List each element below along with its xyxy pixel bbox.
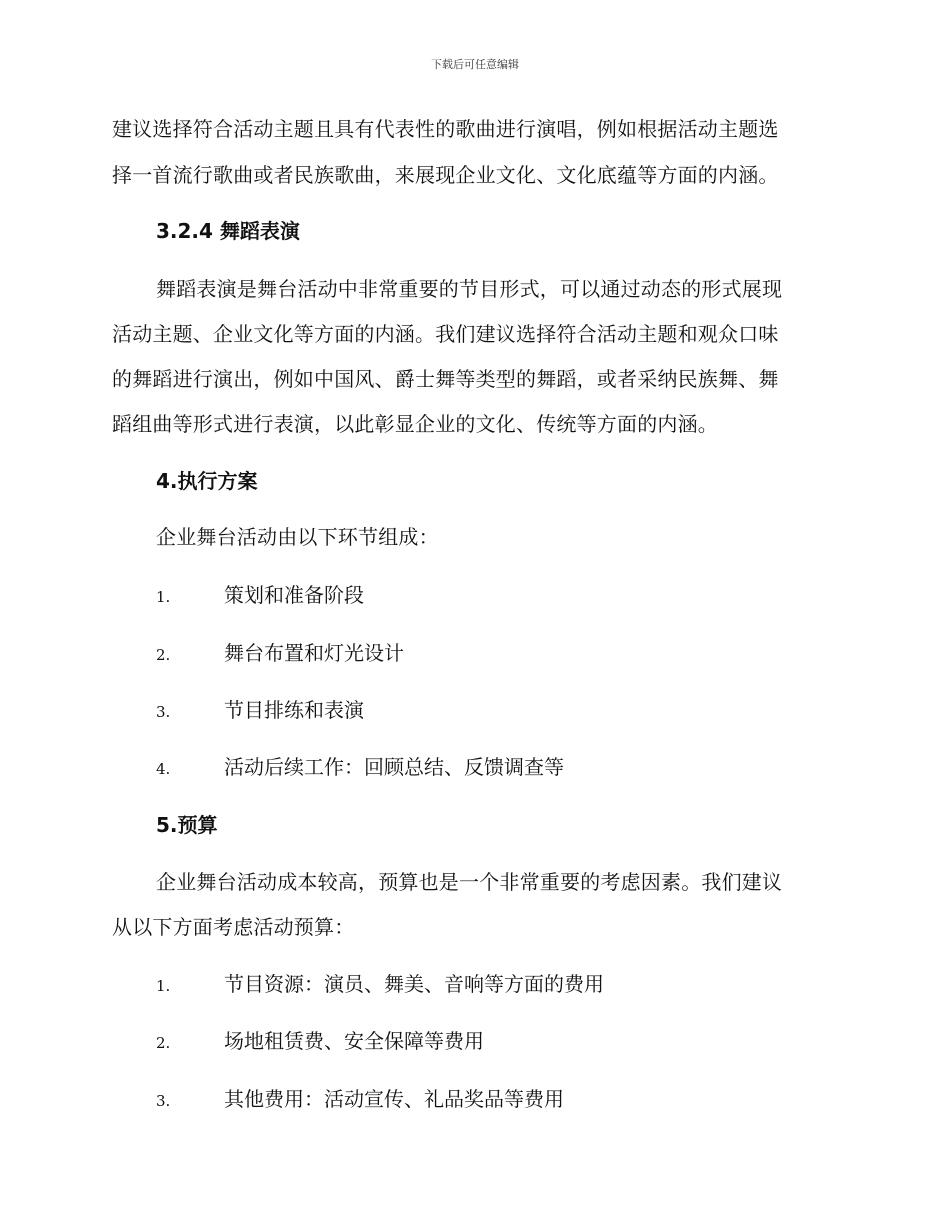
paragraph-line: 蹈组曲等形式进行表演，以此彰显企业的文化、传统等方面的内涵。: [112, 412, 718, 436]
paragraph-line: 舞蹈表演是舞台活动中非常重要的节目形式，可以通过动态的形式展现: [156, 277, 783, 301]
paragraph-line: 企业舞台活动由以下环节组成：: [156, 525, 439, 549]
section-heading-4: 4.执行方案: [156, 469, 258, 493]
list-item: [156, 1026, 484, 1058]
list-item: [156, 695, 364, 727]
list-item-number: 3.: [156, 1092, 171, 1110]
list-item-number: 2.: [156, 1034, 171, 1052]
list-item-number: 4.: [156, 760, 171, 778]
section-heading-5: 5.预算: [156, 813, 218, 837]
list-item-number: 2.: [156, 646, 171, 664]
list-item-text: 节目资源：演员、舞美、音响等方面的费用: [224, 972, 604, 996]
list-item-text: 节目排练和表演: [224, 698, 364, 722]
list-item-text: 舞台布置和灯光设计: [224, 641, 404, 665]
list-item: [156, 580, 364, 612]
list-item-text: 场地租赁费、安全保障等费用: [224, 1029, 484, 1053]
list-item-text: 活动后续工作：回顾总结、反馈调查等: [224, 755, 564, 779]
paragraph-line: 活动主题、企业文化等方面的内涵。我们建议选择符合活动主题和观众口味: [112, 322, 779, 346]
list-item-text: 策划和准备阶段: [224, 583, 364, 607]
paragraph-line: 建议选择符合活动主题且具有代表性的歌曲进行演唱，例如根据活动主题选: [112, 117, 779, 141]
list-item-number: 1.: [156, 588, 171, 606]
list-item-number: 3.: [156, 703, 171, 721]
paragraph-line: 从以下方面考虑活动预算：: [112, 915, 355, 939]
list-item-text: 其他费用：活动宣传、礼品奖品等费用: [224, 1087, 564, 1111]
paragraph-line: 择一首流行歌曲或者民族歌曲，来展现企业文化、文化底蕴等方面的内涵。: [112, 163, 779, 187]
list-item-number: 1.: [156, 977, 171, 995]
page-header: 下载后可任意编辑: [431, 58, 519, 71]
list-item: [156, 1084, 564, 1116]
paragraph-line: 企业舞台活动成本较高，预算也是一个非常重要的考虑因素。我们建议: [156, 870, 783, 894]
list-item: [156, 969, 604, 1001]
paragraph-line: 的舞蹈进行演出，例如中国风、爵士舞等类型的舞蹈，或者采纳民族舞、舞: [112, 367, 779, 391]
list-item: [156, 752, 564, 784]
section-heading-3-2-4: 3.2.4 舞蹈表演: [156, 219, 300, 243]
list-item: [156, 638, 404, 670]
